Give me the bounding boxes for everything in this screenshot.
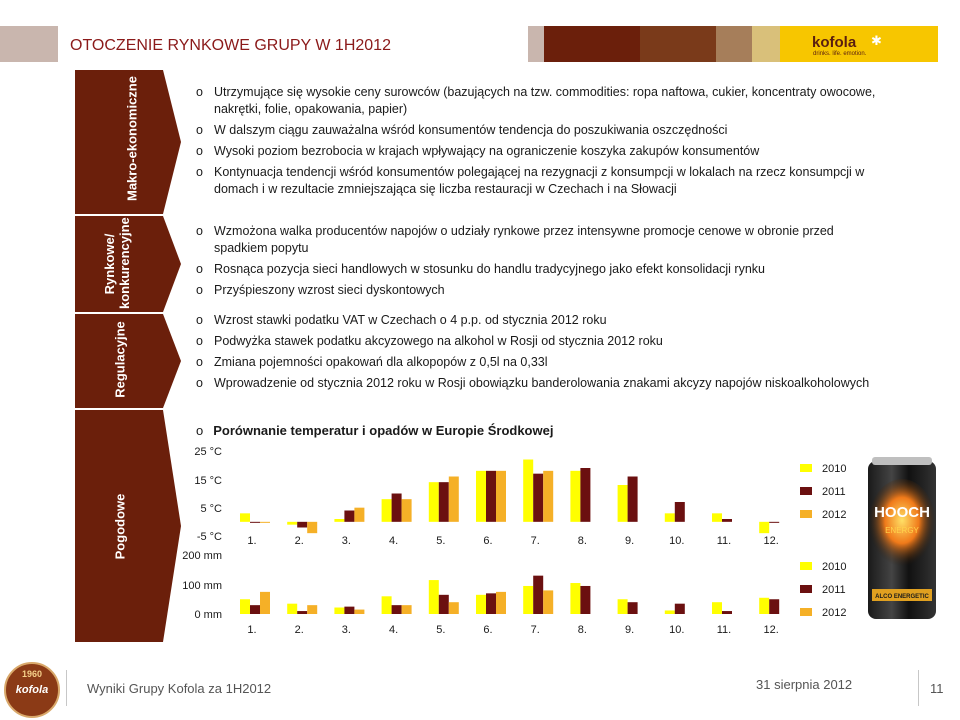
- top-bar-segment: [544, 26, 640, 62]
- bar-2011: [486, 471, 496, 522]
- legend-label: 2010: [822, 463, 847, 475]
- list-item: o Podwyżka stawek podatku akcyzowego na alkohol w Rosji od stycznia 2012 roku: [196, 333, 876, 350]
- top-bar-segment: [752, 26, 780, 62]
- y-tick-label: 0 mm: [194, 609, 222, 621]
- bar-2011: [580, 468, 590, 522]
- x-tick-label: 5.: [436, 535, 446, 547]
- bar-2011: [722, 519, 732, 522]
- top-bar-segment: [716, 26, 752, 62]
- legend-swatch-2012: [800, 608, 812, 616]
- legend-swatch-2010: [800, 562, 812, 570]
- bar-2011: [628, 602, 638, 614]
- legend-label: 2012: [822, 607, 847, 619]
- bar-2011: [344, 607, 354, 614]
- bar-2012: [260, 592, 270, 614]
- x-tick-label: 8.: [577, 535, 587, 547]
- kofola-1960-badge: [4, 662, 60, 718]
- bullets-market: [196, 223, 876, 303]
- bar-2012: [402, 499, 412, 522]
- bar-2010: [287, 604, 297, 614]
- bar-2010: [618, 485, 628, 522]
- x-tick-label: 6.: [483, 624, 493, 636]
- legend-label: 2010: [822, 561, 847, 573]
- bar-2010: [287, 522, 297, 525]
- bar-2011: [439, 595, 449, 614]
- x-tick-label: 8.: [577, 624, 587, 636]
- section-arrow: [163, 314, 181, 408]
- section-arrow: [163, 410, 181, 642]
- bar-2012: [307, 522, 317, 533]
- brand-tagline: drinks. life. emotion.: [813, 51, 867, 57]
- section-label-weather: Pogodowe: [112, 493, 128, 560]
- list-item: o Przyśpieszony wzrost sieci dyskontowych: [196, 282, 876, 299]
- y-tick-label: 200 mm: [182, 550, 222, 562]
- bar-2010: [382, 499, 392, 522]
- badge-year: 1960: [21, 669, 43, 679]
- page-number: 11: [930, 681, 944, 696]
- bar-2010: [429, 482, 439, 522]
- x-tick-label: 3.: [341, 624, 351, 636]
- bar-2011: [297, 611, 307, 614]
- bar-2010: [665, 513, 675, 522]
- bar-2011: [769, 599, 779, 614]
- x-tick-label: 1.: [247, 624, 257, 636]
- can-label: ALCO ENERGETIC: [875, 594, 929, 600]
- bar-2011: [344, 511, 354, 522]
- bar-2010: [665, 610, 675, 614]
- bar-2012: [449, 477, 459, 522]
- x-tick-label: 9.: [625, 535, 635, 547]
- legend-label: 2011: [822, 584, 846, 596]
- list-item: o Wzmożona walka producentów napojów o udziały rynkowe przez intensywne promocje cenowe w obronie przed spadkiem popytu: [196, 223, 876, 257]
- bar-2012: [449, 602, 459, 614]
- can-subtitle: ENERGY: [885, 526, 919, 535]
- y-tick-label: 15 °C: [194, 475, 222, 487]
- bar-2010: [618, 599, 628, 614]
- bullets-regulatory: [196, 312, 876, 396]
- x-tick-label: 7.: [530, 624, 540, 636]
- list-item: o Zmiana pojemności opakowań dla alkopopów z 0,5l na 0,33l: [196, 354, 876, 371]
- bar-2011: [533, 576, 543, 614]
- bar-2010: [712, 513, 722, 522]
- x-tick-label: 10.: [669, 624, 685, 636]
- bar-2012: [307, 605, 317, 614]
- chart-heading-text: Porównanie temperatur i opadów w Europie Środkowej: [213, 423, 554, 438]
- page-title: OTOCZENIE RYNKOWE GRUPY W 1H2012: [70, 37, 391, 54]
- hooch-can-image: [866, 455, 938, 623]
- badge-name: kofola: [15, 684, 49, 696]
- list-item: o Wzrost stawki podatku VAT w Czechach o 4 p.p. od stycznia 2012 roku: [196, 312, 876, 329]
- bar-2010: [759, 598, 769, 614]
- list-item: o Kontynuacja tendencji wśród konsumentów polegającej na rezygnacji z konsumpcji w lokalach na rzecz konsumpcji w domach i w rezultacie zmniejszająca się liczba restauracji w Czechach i na Słowacji: [196, 164, 876, 198]
- bar-2010: [334, 608, 344, 614]
- footer-title: Wyniki Grupy Kofola za 1H2012: [87, 681, 272, 696]
- y-tick-label: 5 °C: [200, 503, 222, 515]
- bullets-macro: [196, 84, 876, 202]
- chart-heading-marker: o: [196, 423, 204, 438]
- top-bar-segment: [640, 26, 716, 62]
- x-tick-label: 12.: [763, 624, 779, 636]
- section-arrow: [163, 216, 181, 312]
- list-item: o Rosnąca pozycja sieci handlowych w stosunku do handlu tradycyjnego jako efekt konsolidacji rynku: [196, 261, 876, 278]
- bar-2010: [712, 602, 722, 614]
- x-tick-label: 12.: [763, 535, 779, 547]
- bar-2011: [769, 522, 779, 523]
- legend-swatch-2011: [800, 585, 812, 593]
- top-bar-segment: [528, 26, 544, 62]
- bar-2011: [297, 522, 307, 528]
- bar-2011: [250, 605, 260, 614]
- list-item: o Wprowadzenie od stycznia 2012 roku w Rosji obowiązku banderolowania znakami akcyzy napojów niskoalkoholowych: [196, 375, 876, 392]
- bar-2010: [382, 596, 392, 614]
- bar-2011: [486, 593, 496, 614]
- legend-swatch-2011: [800, 487, 812, 495]
- y-tick-label: 25 °C: [194, 446, 222, 458]
- section-band-macro: [75, 70, 163, 214]
- bar-2010: [523, 460, 533, 522]
- bar-2010: [570, 471, 580, 522]
- legend-label: 2012: [822, 509, 847, 521]
- bar-2010: [334, 519, 344, 522]
- bar-2010: [759, 522, 769, 533]
- x-tick-label: 11.: [716, 535, 732, 547]
- bar-2010: [240, 513, 250, 522]
- bar-2012: [543, 590, 553, 614]
- bar-2010: [476, 595, 486, 614]
- legend-swatch-2012: [800, 510, 812, 518]
- x-tick-label: 3.: [341, 535, 351, 547]
- list-item: o W dalszym ciągu zauważalna wśród konsumentów tendencja do poszukiwania oszczędności: [196, 122, 876, 139]
- x-tick-label: 2.: [294, 535, 304, 547]
- bar-2012: [402, 605, 412, 614]
- bar-2012: [354, 610, 364, 614]
- bar-2012: [260, 522, 270, 523]
- bar-2010: [570, 583, 580, 614]
- bar-2010: [476, 471, 486, 522]
- bar-2010: [240, 599, 250, 614]
- bar-2011: [533, 474, 543, 522]
- bar-2010: [523, 586, 533, 614]
- section-label-macro: Makro-ekonomiczne: [124, 76, 140, 201]
- x-tick-label: 10.: [669, 535, 685, 547]
- x-tick-label: 4.: [389, 624, 399, 636]
- section-arrow: [163, 70, 181, 214]
- brand-star-icon: ✱: [871, 33, 882, 48]
- section-label-regulatory: Regulacyjne: [112, 321, 128, 398]
- bar-2011: [675, 502, 685, 522]
- x-tick-label: 1.: [247, 535, 257, 547]
- bar-2010: [429, 580, 439, 614]
- x-tick-label: 5.: [436, 624, 446, 636]
- brand-logo: kofola: [812, 34, 857, 51]
- list-item: o Wysoki poziom bezrobocia w krajach wpływający na ograniczenie koszyka zakupów konsumentów: [196, 143, 876, 160]
- footer-date: 31 sierpnia 2012: [756, 677, 853, 692]
- bar-2012: [496, 471, 506, 522]
- section-label-market: [102, 219, 134, 309]
- y-tick-label: -5 °C: [196, 531, 222, 543]
- chart-heading: [196, 423, 553, 438]
- bar-2011: [580, 586, 590, 614]
- x-tick-label: 6.: [483, 535, 493, 547]
- bar-2011: [392, 605, 402, 614]
- x-tick-label: 9.: [625, 624, 635, 636]
- section-label-market-line1: Rynkowe/: [102, 233, 117, 295]
- y-tick-label: 100 mm: [182, 580, 222, 592]
- x-tick-label: 7.: [530, 535, 540, 547]
- list-item: o Utrzymujące się wysokie ceny surowców (bazujących na tzw. commodities: ropa naftowa, cukier, koncentraty owocowe, nakrętki, folie, opakowania, papier): [196, 84, 876, 118]
- x-tick-label: 11.: [716, 624, 732, 636]
- section-label-market-line2: konkurencyjne: [117, 217, 132, 309]
- can-brand: HOOCH: [874, 504, 930, 521]
- x-tick-label: 2.: [294, 624, 304, 636]
- bar-2011: [722, 611, 732, 614]
- legend-swatch-2010: [800, 464, 812, 472]
- x-tick-label: 4.: [389, 535, 399, 547]
- bar-2011: [628, 477, 638, 522]
- top-bar-segment: [0, 26, 58, 62]
- legend-label: 2011: [822, 486, 846, 498]
- bar-2011: [439, 482, 449, 522]
- footer-separator: [66, 670, 67, 706]
- footer-separator: [918, 670, 919, 706]
- bar-2011: [675, 604, 685, 614]
- bar-2011: [392, 494, 402, 522]
- bar-2012: [354, 508, 364, 522]
- bar-2012: [496, 592, 506, 614]
- bar-2011: [250, 522, 260, 523]
- bar-2012: [543, 471, 553, 522]
